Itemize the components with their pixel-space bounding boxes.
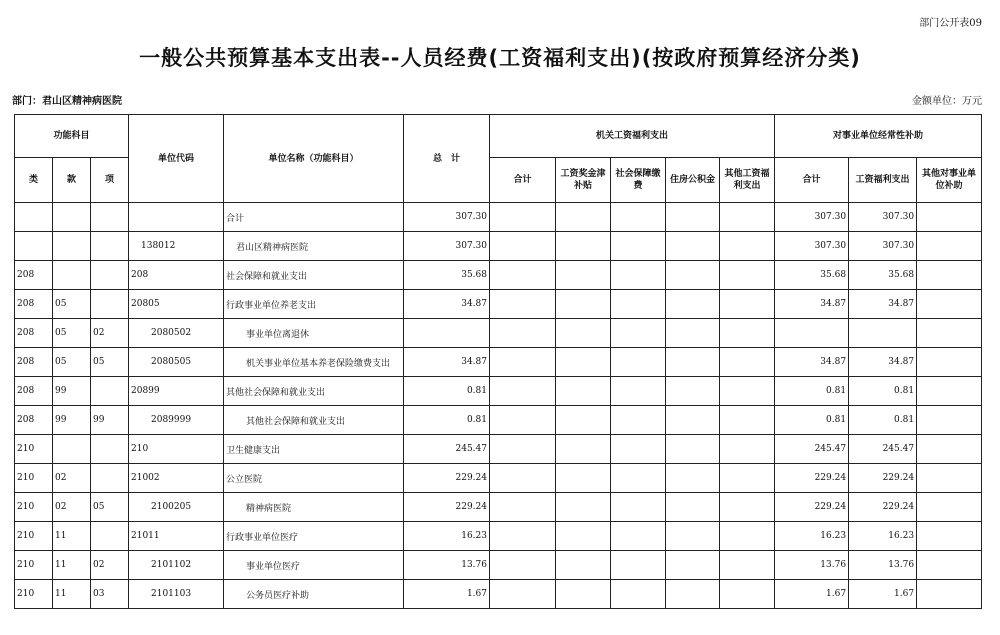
cell-org-other [720,464,775,493]
cell-org-social [611,377,666,406]
cell-org-social [611,464,666,493]
cell-org-housing [666,319,720,348]
cell-org-social [611,580,666,609]
cell-total: 13.76 [404,551,490,580]
cell-org-housing [666,377,720,406]
table-body [15,203,982,609]
cell-org-salary [556,203,611,232]
cell-inst-other [917,551,982,580]
cell-inst-salary: 307.30 [849,232,917,261]
table-row [15,377,982,406]
cell-total: 1.67 [404,580,490,609]
cell-kuan: 02 [53,493,91,522]
cell-total: 245.47 [404,435,490,464]
cell-kuan: 99 [53,377,91,406]
cell-xiang [91,261,129,290]
cell-org-social [611,232,666,261]
cell-org-sum [490,319,556,348]
cell-inst-sum: 245.47 [775,435,849,464]
cell-org-housing [666,203,720,232]
cell-name: 机关事业单位基本养老保险缴费支出 [224,348,404,377]
cell-code: 21002 [129,464,224,493]
cell-xiang [91,290,129,319]
cell-name: 精神病医院 [224,493,404,522]
cell-lei: 208 [15,348,53,377]
cell-xiang: 05 [91,493,129,522]
cell-org-other [720,377,775,406]
cell-org-sum [490,232,556,261]
cell-org-salary [556,435,611,464]
header-kuan: 款 [53,158,91,203]
cell-org-salary [556,261,611,290]
cell-org-salary [556,406,611,435]
cell-total: 307.30 [404,232,490,261]
cell-lei: 210 [15,580,53,609]
cell-xiang: 02 [91,551,129,580]
cell-org-sum [490,290,556,319]
cell-inst-sum [775,319,849,348]
cell-inst-sum: 229.24 [775,493,849,522]
table-row [15,406,982,435]
cell-inst-other [917,261,982,290]
cell-org-sum [490,203,556,232]
cell-xiang [91,522,129,551]
table-row [15,232,982,261]
cell-xiang: 03 [91,580,129,609]
cell-org-housing [666,290,720,319]
table-row [15,261,982,290]
cell-org-social [611,348,666,377]
header-lei: 类 [15,158,53,203]
cell-total: 0.81 [404,377,490,406]
cell-total: 35.68 [404,261,490,290]
cell-org-other [720,435,775,464]
amount-unit-label: 金额单位：万元 [912,96,982,107]
cell-name: 行政事业单位医疗 [224,522,404,551]
cell-name: 君山区精神病医院 [224,232,404,261]
cell-inst-sum: 229.24 [775,464,849,493]
cell-inst-sum: 307.30 [775,203,849,232]
cell-kuan: 05 [53,290,91,319]
cell-inst-sum: 34.87 [775,348,849,377]
cell-org-other [720,232,775,261]
header-unit-code: 单位代码 [129,115,224,203]
cell-lei: 210 [15,464,53,493]
cell-inst-salary: 35.68 [849,261,917,290]
cell-org-sum [490,493,556,522]
cell-org-housing [666,406,720,435]
cell-org-social [611,406,666,435]
cell-org-social [611,261,666,290]
page-title: 一般公共预算基本支出表--人员经费(工资福利支出)(按政府预算经济分类) [139,46,861,70]
header-org-other: 其他工资福利支出 [720,158,775,203]
cell-inst-other [917,290,982,319]
cell-xiang: 99 [91,406,129,435]
cell-code: 208 [129,261,224,290]
cell-org-salary [556,522,611,551]
header-total: 总 计 [404,115,490,203]
cell-inst-other [917,493,982,522]
cell-org-salary [556,319,611,348]
cell-inst-other [917,319,982,348]
cell-name: 行政事业单位养老支出 [224,290,404,319]
cell-name: 公立医院 [224,464,404,493]
table-row [15,551,982,580]
cell-name: 其他社会保障和就业支出 [224,377,404,406]
cell-org-other [720,203,775,232]
cell-org-salary [556,493,611,522]
cell-org-housing [666,435,720,464]
cell-code: 2101102 [129,551,224,580]
cell-inst-salary [849,319,917,348]
cell-org-social [611,522,666,551]
table-row [15,580,982,609]
cell-inst-salary: 34.87 [849,290,917,319]
cell-inst-salary: 0.81 [849,406,917,435]
header-org-sum: 合计 [490,158,556,203]
cell-inst-other [917,522,982,551]
header-func-subject: 功能科目 [15,115,129,158]
table-row [15,493,982,522]
table-row [15,319,982,348]
cell-xiang [91,464,129,493]
cell-lei: 210 [15,435,53,464]
cell-total: 229.24 [404,493,490,522]
cell-kuan [53,435,91,464]
cell-org-salary [556,377,611,406]
cell-inst-sum: 1.67 [775,580,849,609]
cell-code [129,203,224,232]
cell-org-salary [556,551,611,580]
cell-lei: 208 [15,319,53,348]
cell-code: 2100205 [129,493,224,522]
cell-org-social [611,435,666,464]
cell-inst-sum: 307.30 [775,232,849,261]
cell-lei: 210 [15,551,53,580]
cell-name: 卫生健康支出 [224,435,404,464]
cell-org-social [611,319,666,348]
cell-org-sum [490,348,556,377]
cell-inst-salary: 229.24 [849,493,917,522]
cell-code: 2101103 [129,580,224,609]
cell-inst-sum: 0.81 [775,406,849,435]
header-inst-group: 对事业单位经常性补助 [775,115,982,158]
cell-inst-other [917,580,982,609]
cell-name: 其他社会保障和就业支出 [224,406,404,435]
cell-org-housing [666,464,720,493]
cell-org-salary [556,464,611,493]
cell-org-other [720,290,775,319]
cell-inst-other [917,232,982,261]
cell-code: 20805 [129,290,224,319]
header-unit-name: 单位名称（功能科目） [224,115,404,203]
cell-inst-sum: 34.87 [775,290,849,319]
form-number: 部门公开表09 [919,18,982,29]
header-inst-salary: 工资福利支出 [849,158,917,203]
cell-org-social [611,493,666,522]
cell-inst-sum: 16.23 [775,522,849,551]
cell-org-social [611,203,666,232]
table-row [15,203,982,232]
cell-org-sum [490,551,556,580]
cell-lei: 208 [15,377,53,406]
cell-code: 20899 [129,377,224,406]
header-xiang: 项 [91,158,129,203]
cell-org-sum [490,377,556,406]
cell-total: 0.81 [404,406,490,435]
table-row [15,290,982,319]
cell-org-sum [490,464,556,493]
header-inst-other: 其他对事业单位补助 [917,158,982,203]
cell-kuan [53,203,91,232]
cell-org-housing [666,551,720,580]
header-org-housing: 住房公积金 [666,158,720,203]
cell-xiang [91,435,129,464]
cell-kuan: 11 [53,580,91,609]
cell-total: 229.24 [404,464,490,493]
cell-inst-other [917,203,982,232]
department-label: 部门：君山区精神病医院 [12,96,122,107]
cell-code: 138012 [129,232,224,261]
cell-kuan [53,261,91,290]
cell-inst-salary: 245.47 [849,435,917,464]
cell-xiang: 02 [91,319,129,348]
cell-org-housing [666,580,720,609]
cell-kuan: 99 [53,406,91,435]
cell-inst-salary: 13.76 [849,551,917,580]
cell-lei: 210 [15,522,53,551]
cell-org-other [720,319,775,348]
cell-name: 合计 [224,203,404,232]
cell-org-housing [666,348,720,377]
cell-org-other [720,261,775,290]
cell-inst-other [917,464,982,493]
cell-code: 2080505 [129,348,224,377]
cell-org-other [720,580,775,609]
cell-xiang [91,232,129,261]
cell-org-salary [556,232,611,261]
cell-code: 21011 [129,522,224,551]
cell-inst-salary: 0.81 [849,377,917,406]
cell-total: 34.87 [404,290,490,319]
cell-lei: 210 [15,493,53,522]
cell-inst-salary: 1.67 [849,580,917,609]
cell-kuan: 11 [53,551,91,580]
cell-org-social [611,290,666,319]
cell-org-salary [556,348,611,377]
cell-inst-sum: 13.76 [775,551,849,580]
cell-code: 2089999 [129,406,224,435]
cell-inst-salary: 34.87 [849,348,917,377]
cell-org-other [720,551,775,580]
cell-name: 公务员医疗补助 [224,580,404,609]
cell-org-other [720,522,775,551]
cell-org-other [720,406,775,435]
cell-inst-other [917,348,982,377]
cell-inst-sum: 35.68 [775,261,849,290]
cell-inst-other [917,406,982,435]
cell-lei: 208 [15,406,53,435]
cell-org-other [720,493,775,522]
header-org-salary: 工资奖金津补贴 [556,158,611,203]
table-row [15,464,982,493]
cell-total [404,319,490,348]
cell-code: 2080502 [129,319,224,348]
cell-name: 社会保障和就业支出 [224,261,404,290]
cell-code: 210 [129,435,224,464]
cell-name: 事业单位离退休 [224,319,404,348]
table-row [15,348,982,377]
cell-total: 307.30 [404,203,490,232]
cell-kuan: 02 [53,464,91,493]
cell-inst-sum: 0.81 [775,377,849,406]
cell-inst-other [917,435,982,464]
cell-name: 事业单位医疗 [224,551,404,580]
cell-kuan: 05 [53,319,91,348]
cell-xiang [91,377,129,406]
cell-total: 16.23 [404,522,490,551]
cell-org-social [611,551,666,580]
cell-inst-salary: 307.30 [849,203,917,232]
cell-lei [15,232,53,261]
cell-org-sum [490,522,556,551]
table-row [15,522,982,551]
cell-inst-salary: 229.24 [849,464,917,493]
cell-lei [15,203,53,232]
cell-org-sum [490,435,556,464]
cell-org-sum [490,580,556,609]
cell-inst-salary: 16.23 [849,522,917,551]
cell-org-sum [490,406,556,435]
cell-lei: 208 [15,290,53,319]
cell-org-salary [556,290,611,319]
cell-kuan: 11 [53,522,91,551]
table-row [15,435,982,464]
cell-lei: 208 [15,261,53,290]
cell-org-other [720,348,775,377]
cell-org-sum [490,261,556,290]
cell-org-housing [666,522,720,551]
cell-xiang: 05 [91,348,129,377]
budget-table [14,114,982,609]
cell-kuan: 05 [53,348,91,377]
header-org-group: 机关工资福利支出 [490,115,775,158]
cell-org-salary [556,580,611,609]
cell-total: 34.87 [404,348,490,377]
cell-inst-other [917,377,982,406]
header-inst-sum: 合计 [775,158,849,203]
cell-org-housing [666,261,720,290]
header-org-social: 社会保障缴费 [611,158,666,203]
cell-org-housing [666,232,720,261]
cell-org-housing [666,493,720,522]
cell-xiang [91,203,129,232]
cell-kuan [53,232,91,261]
